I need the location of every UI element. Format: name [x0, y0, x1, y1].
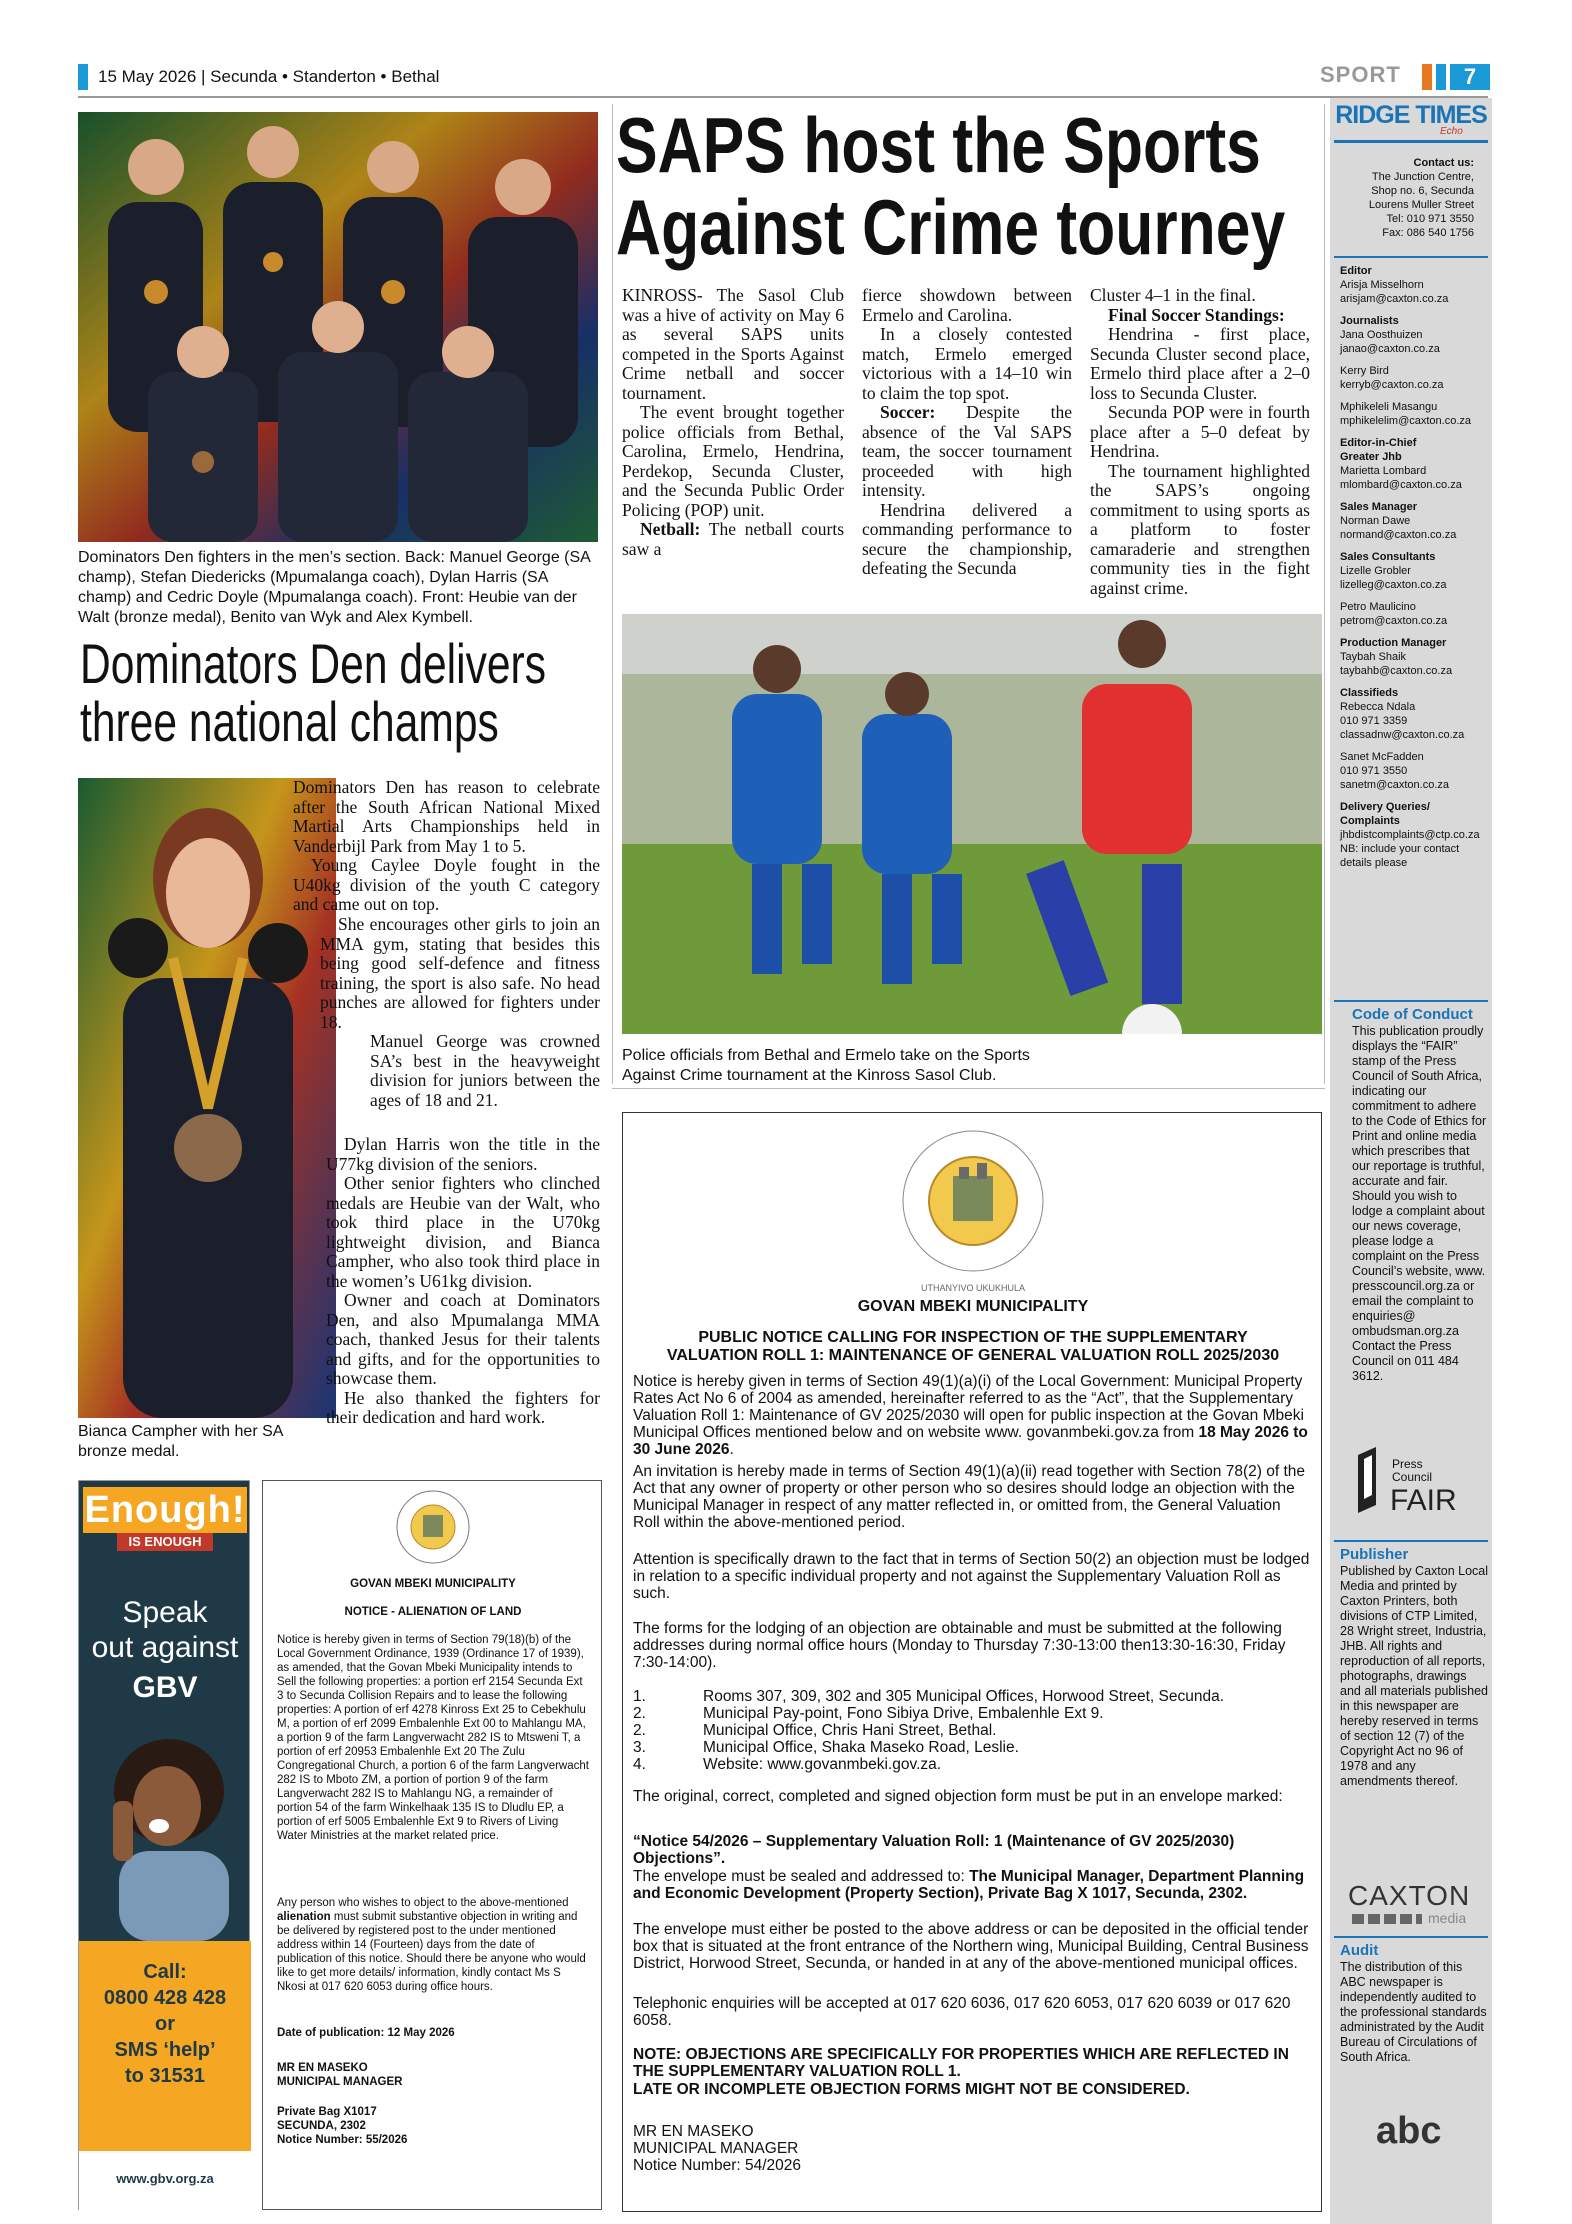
large-notice-title: PUBLIC NOTICE CALLING FOR INSPECTION OF THE SUPPLEMENTARY VALUATION ROLL 1: MAINTENANCE OF GENERAL VALUATION ROLL 2025/2030 [666, 1329, 1280, 1364]
conduct-rule [1334, 1000, 1488, 1002]
gbv-call: Call: [143, 1961, 187, 1983]
staff-line: Norman Dawe [1340, 515, 1411, 527]
soccer-photo [622, 614, 1322, 1034]
left-para-4: Manuel George was crowned SA’s best in the heavyweight division for juniors between the ages of 18 and 21. [370, 1031, 600, 1110]
staff-line: Marietta Lombard [1340, 465, 1427, 477]
staff-editor [1340, 264, 1488, 306]
contact-block [1334, 156, 1474, 240]
left-headline-line1: Dominators Den delivers [80, 632, 546, 695]
small-notice-address2: SECUNDA, 2302 [277, 2120, 366, 2132]
alienation-notice [262, 1480, 602, 2210]
large-notice-signatory: MR EN MASEKO [633, 2123, 754, 2140]
p1-pre: Notice is hereby given in terms of Section 49(1)(a)(i) of the Local Government: Municipal Property Rates Act No 6 of 2004 as amended, hereinafter referred to as the “Act”, that the Supplementary Valuation Roll 1: Maintenance of GV 2025/2030 will open for public inspection at the Govan Mbeki Municipal Offices mentioned below and on website www. govanmbeki.gov.za from [633, 1373, 1304, 1441]
staff-journalists [1340, 314, 1488, 428]
small-notice-date: Date of publication: 12 May 2026 [277, 2027, 455, 2039]
main-headline-line2: Against Crime tourney [616, 183, 1286, 271]
staff-production [1340, 636, 1488, 678]
small-notice-body: Notice is hereby given in terms of Section 79(18)(b) of the Local Government Ordinance, 1939 (Ordinance 17 of 1939), as amended, that the Govan Mbeki Municipality intends to Sell the following properties: a portion erf 2154 Secunda Ext 3 to Secunda Collision Repairs and to lease the following properties: A portion of erf 4278 Kinross Ext 25 to Cebekhulu M, a portion of erf 2099 Embalenhle Ext 00 to Mahlangu MA, a portion 9 of the farm Langverwacht 282 IS to Mtsweni T, a portion of erf 20953 Embalenhle Ext 20 The Zulu Congregational Church, a portion 6 of the farm Langverwacht 282 IS to Mboto ZM, a portion of portion 9 of the farm Langverwacht 282 IS to Mahlangu NG, a remainder of portion 54 of the farm Winkelhaak 135 IS to Dludlu EP, a portion of erf 5005 Embalenhle Ext 9 to Rivers of Living Water Ministries at the market related price. [277, 1634, 589, 1842]
contact-line: Tel: 010 971 3550 [1386, 213, 1474, 225]
staff-line: petrom@caxton.co.za [1340, 615, 1448, 627]
gbv-woman-illustration [89, 1731, 241, 1941]
publisher-head: Publisher [1340, 1546, 1409, 1563]
gbv-speak: Speak [122, 1596, 208, 1629]
standings-label: Final Soccer Standings: [1108, 304, 1285, 325]
staff-line: Mphikeleli Masangu [1340, 401, 1438, 413]
masthead: RIDGE TIMES [1335, 101, 1487, 129]
staff-role: Production Manager [1340, 637, 1447, 649]
section-bar-orange [1422, 64, 1432, 90]
staff-line: NB: include your contact [1340, 843, 1460, 855]
small-body2-pre: Any person who wishes to object to the above-mentioned [277, 1897, 569, 1909]
publisher-rule [1334, 1540, 1488, 1542]
soccer-label: Soccer: [880, 402, 936, 422]
fair-label: FAIR [1390, 1484, 1457, 1517]
staff-line: janao@caxton.co.za [1340, 343, 1440, 355]
main-col3-standings [1090, 306, 1310, 326]
large-notice-p2: An invitation is hereby made in terms of Section 49(1)(a)(ii) read together with Section 78(2) of the Act that any owner of property or other person who so desires should lodge an objection with the Municipal Manager in respect of any matter reflected in, or omitted from, the General Valuation Roll within the above-mentioned period. [633, 1463, 1305, 1531]
left-article-body-lower [326, 1135, 600, 1428]
staff-line: mphikelelim@caxton.co.za [1340, 415, 1471, 427]
small-notice-address1: Private Bag X1017 [277, 2106, 377, 2118]
small-notice-number: Notice Number: 55/2026 [277, 2134, 408, 2146]
gbv-label: GBV [132, 1671, 198, 1704]
office-text: Municipal Office, Shaka Maseko Road, Leslie. [703, 1739, 1019, 1756]
gbv-sms: SMS ‘help’ [114, 2039, 216, 2061]
office-num: 3. [633, 1739, 646, 1756]
main-col1-p3 [622, 520, 844, 559]
small-notice-body2 [277, 1896, 589, 1994]
office-text: Rooms 307, 309, 302 and 305 Municipal Offices, Horwood Street, Secunda. [703, 1688, 1224, 1705]
soccer-photo-caption: Police officials from Bethal and Ermelo take on the Sports Against Crime tournament at the Kinross Sasol Club. [622, 1047, 1030, 1084]
press-council-label: Press Council [1392, 1457, 1433, 1484]
main-col3-p4: The tournament highlighted the SAPS’s ongoing commitment to using sports as a platform to foster camaraderie and strengthen community ties in the fight against crime. [1090, 460, 1310, 598]
staff-line: details please [1340, 857, 1408, 869]
seal-motto: UTHANYIVO UKUKHULA [920, 1283, 1026, 1293]
staff-list [1340, 264, 1488, 870]
large-notice-p9: Telephonic enquiries will be accepted at 017 620 6036, 017 620 6053, 017 620 6039 or 017 620 6058. [633, 1995, 1291, 2029]
netball-text: The netball courts saw a [622, 519, 844, 559]
gbv-enough: Enough! [84, 1489, 246, 1531]
office-num: 2. [633, 1705, 646, 1722]
conduct-head: Code of Conduct [1352, 1006, 1473, 1023]
netball-label: Netball: [640, 519, 701, 539]
staff-classifieds [1340, 686, 1488, 792]
staff-line: kerryb@caxton.co.za [1340, 379, 1444, 391]
staff-line: Taybah Shaik [1340, 651, 1407, 663]
large-notice-p7 [633, 1868, 1311, 1902]
conduct-body: This publication proudly displays the “FAIR” stamp of the Press Council of South Africa, indicating our commitment to adhere to the Code of Ethics for Print and online media which prescribes that our reportage is truthful, accurate and fair. Should you wish to lodge a complaint about our news coverage, please lodge a complaint on the Press Council’s website, www. presscouncil.org.za or email the complaint to enquiries@ ombudsman.org.za Contact the Press Council on 011 484 3612. [1352, 1024, 1487, 1383]
contact-line: Fax: 086 540 1756 [1382, 227, 1474, 239]
large-notice-p1 [633, 1373, 1311, 1458]
staff-role: Classifieds [1340, 687, 1399, 699]
left-article-body [293, 778, 600, 915]
staff-line: lizelleg@caxton.co.za [1340, 579, 1447, 591]
main-headline-line1: SAPS host the Sports [616, 101, 1261, 189]
p1-post: . [729, 1441, 734, 1458]
staff-line: mlombard@caxton.co.za [1340, 479, 1462, 491]
masthead-sub: Echo [1440, 126, 1463, 137]
staff-role: Sales Manager [1340, 501, 1418, 513]
gbv-is-enough: IS ENOUGH [117, 1533, 213, 1551]
gbv-or: or [155, 2013, 175, 2035]
article-bottom-rule [612, 1088, 1325, 1089]
main-col3-p1: Cluster 4–1 in the final. [1090, 285, 1256, 305]
header-date-location: 15 May 2026 | Secunda • Standerton • Bethal [78, 64, 439, 90]
main-col-3 [1090, 286, 1310, 598]
staff-line: Sanet McFadden [1340, 751, 1424, 763]
large-notice-p8: The envelope must either be posted to the above address or can be deposited in the official tender box that is situated at the front entrance of the Northern wing, Municipal Building, Central Business District, Horwood Street, Secunda, or handed in at any of the above-mentioned municipal offices. [633, 1921, 1309, 1972]
contact-line: Lourens Muller Street [1368, 199, 1474, 211]
audit-head: Audit [1340, 1942, 1379, 1959]
press-council-fair-icon [1350, 1445, 1390, 1515]
office-row [633, 1705, 1311, 1722]
main-col3-p3: Secunda POP were in fourth place after a 5–0 defeat by Hendrina. [1090, 402, 1310, 461]
main-headline [616, 101, 1316, 271]
gbv-phone: 0800 428 428 [103, 1987, 227, 2009]
staff-line: 010 971 3550 [1340, 765, 1408, 777]
staff-line: Jana Oosthuizen [1340, 329, 1423, 341]
small-body2-bold: alienation [277, 1911, 331, 1923]
publisher-body: Published by Caxton Local Media and printed by Caxton Printers, both divisions of CTP Limited, 28 Wright street, Industria, JHB. All rights and reproduction of all reports, photographs, drawings and all materials published in this newspaper are hereby reserved in terms of section 12 (7) of the Copyright Act no 96 of 1978 and any amendments thereof. [1340, 1564, 1489, 1788]
contact-head: Contact us: [1413, 157, 1474, 169]
municipality-seal-icon [395, 1489, 471, 1565]
office-num: 2. [633, 1722, 646, 1739]
municipality-seal-large-icon [893, 1121, 1053, 1281]
staff-line: arisjam@caxton.co.za [1340, 293, 1449, 305]
staff-line: jhbdistcomplaints@ctp.co.za [1340, 829, 1480, 841]
staff-sales-manager [1340, 500, 1488, 542]
gbv-website: www.gbv.org.za [116, 2171, 214, 2186]
p1-bold: 18 May 2026 to 30 June 2026 [633, 1424, 1308, 1458]
audit-body: The distribution of this ABC newspaper is independently audited to the professional standards administrated by the Audit Bureau of Circulations of South Africa. [1340, 1960, 1487, 2064]
left-para-5: Dylan Harris won the title in the U77kg division of the seniors. [326, 1134, 600, 1174]
small-notice-signatory: MR EN MASEKO [277, 2062, 368, 2074]
caxton-logo: CAXTON [1348, 1880, 1471, 1911]
valuation-notice [622, 1112, 1322, 2212]
main-col-1 [622, 286, 844, 559]
offices-list [633, 1688, 1311, 1773]
section-label: SPORT [1320, 62, 1401, 87]
small-notice-signatory-title: MUNICIPAL MANAGER [277, 2076, 403, 2088]
office-text: Website: www.govanmbeki.gov.za. [703, 1756, 942, 1773]
main-col1-p2: The event brought together police officials from Bethal, Carolina, Ermelo, Hendrina, Perdekop, Secunda Cluster, and the Secunda Public Order Policing (POP) unit. [622, 402, 844, 520]
left-para-3: She encourages other girls to join an MMA gym, stating that besides this being good self-defence and fitness training, the sport is also safe. No head punches are allowed for fighters under 18. [320, 914, 600, 1032]
fighters-group-photo [78, 112, 598, 542]
contact-line: The Junction Centre, [1371, 171, 1474, 183]
contact-line: Shop no. 6, Secunda [1371, 185, 1474, 197]
small-notice-municipality: GOVAN MBEKI MUNICIPALITY [350, 1578, 516, 1590]
left-para-2: Young Caylee Doyle fought in the U40kg division of the youth C category and came out on top. [293, 855, 600, 914]
main-col2-p1: fierce showdown between Ermelo and Carolina. [862, 285, 1072, 325]
gbv-ad [78, 1480, 250, 2210]
office-text: Municipal Office, Chris Hani Street, Bethal. [703, 1722, 997, 1739]
staff-line: Rebecca Ndala [1340, 701, 1416, 713]
staff-line: Lizelle Grobler [1340, 565, 1411, 577]
main-col2-p4: Hendrina delivered a commanding performance to secure the championship, defeating the Secunda [862, 499, 1072, 578]
left-article-body-wrap [320, 915, 600, 1110]
office-row [633, 1739, 1311, 1756]
main-col2-p3 [862, 403, 1072, 501]
left-para-7: Owner and coach at Dominators Den, and also Mpumalanga MMA coach, thanked Jesus for their talents and gifts, and for the opportunities to showcase them. [326, 1290, 600, 1388]
small-notice-title: NOTICE - ALIENATION OF LAND [344, 1606, 522, 1618]
left-para-8: He also thanked the fighters for their dedication and hard work. [326, 1387, 600, 1427]
gbv-out-against: out against [91, 1631, 239, 1664]
fighters-photo-caption: Dominators Den fighters in the men’s section. Back: Manuel George (SA champ), Stefan Diedericks (Mpumalanga coach), Dylan Harris (SA champ) and Cedric Doyle (Mpumalanga coach). Front: Heubie van der Walt (bronze medal), Benito van Wyk and Alex Kymbell. [78, 549, 590, 626]
caxton-media: media [1428, 1910, 1467, 1926]
staff-delivery [1340, 800, 1488, 870]
large-notice-p5: The original, correct, completed and signed objection form must be put in an envelope marked: [633, 1788, 1283, 1805]
office-text: Municipal Pay-point, Fono Sibiya Drive, Embalenhle Ext 9. [703, 1705, 1104, 1722]
soccer-text: Despite the absence of the Val SAPS team, the soccer tournament proceeded with high intensity. [862, 402, 1072, 500]
staff-eic [1340, 436, 1488, 492]
main-col1-p1: KINROSS- The Sasol Club was a hive of activity on May 6 as several SAPS units competed in the Sports Against Crime netball and soccer tournament. [622, 285, 844, 403]
staff-line: 010 971 3359 [1340, 715, 1408, 727]
staff-role: Editor [1340, 265, 1372, 277]
staff-line: normand@caxton.co.za [1340, 529, 1457, 541]
section-bar-blue [1436, 64, 1446, 90]
gbv-sms-to: to 31531 [124, 2065, 206, 2087]
large-notice-p6: “Notice 54/2026 – Supplementary Valuation Roll: 1 (Maintenance of GV 2025/2030) Objections”. [633, 1833, 1235, 1867]
staff-sales-consultants [1340, 550, 1488, 628]
office-row [633, 1688, 1311, 1705]
caxton-bars [1352, 1914, 1422, 1924]
audit-rule [1334, 1936, 1488, 1938]
p7-pre: The envelope must be sealed and addressed to: [633, 1868, 970, 1885]
staff-line: taybahb@caxton.co.za [1340, 665, 1453, 677]
large-notice-municipality: GOVAN MBEKI MUNICIPALITY [857, 1298, 1089, 1315]
large-notice-p4: The forms for the lodging of an objection are obtainable and must be submitted at the following addresses during normal office hours (Monday to Thursday 7:30-13:00 then13:30-16:30, Friday 7:30-14:00). [633, 1620, 1286, 1671]
staff-line: Petro Maulicino [1340, 601, 1416, 613]
staff-role: Editor-in-Chief Greater Jhb [1340, 437, 1417, 463]
staff-role: Sales Consultants [1340, 551, 1436, 563]
left-para-6: Other senior fighters who clinched medals are Heubie van der Walt, who took third place in the U70kg lightweight division, and Bianca Campher, who also took third place in the women’s U61kg division. [326, 1173, 600, 1291]
small-body2-post: must submit substantive objection in writing and be delivered by registered post to the under mentioned address within 14 (Fourteen) days from the date of publication of this notice. Should there be anyone who would like to get more details/ information, kindly contact Ms S Nkosi at 017 620 6053 during office hours. [277, 1911, 586, 1993]
office-row [633, 1756, 1311, 1773]
column-rule-right [1324, 104, 1325, 1084]
page-number: 7 [1450, 64, 1490, 90]
staff-role: Journalists [1340, 315, 1399, 327]
abc-logo: abc [1376, 2110, 1442, 2152]
staff-role: Delivery Queries/ Complaints [1340, 801, 1430, 827]
left-para-1: Dominators Den has reason to celebrate after the South African National Mixed Martial Arts Championships held in Vanderbijl Park from May 1 to 5. [293, 777, 600, 856]
header-rule [78, 96, 1488, 98]
main-col3-p2: Hendrina - first place, Secunda Cluster second place, Ermelo third place after a 2–0 loss to Secunda Cluster. [1090, 324, 1310, 403]
large-notice-signatory-title: MUNICIPAL MANAGER [633, 2140, 799, 2157]
large-notice-p10: NOTE: OBJECTIONS ARE SPECIFICALLY FOR PROPERTIES WHICH ARE REFLECTED IN THE SUPPLEMENTARY VALUATION ROLL 1. [633, 2046, 1289, 2080]
staff-line: Kerry Bird [1340, 365, 1389, 377]
staff-line: sanetm@caxton.co.za [1340, 779, 1449, 791]
column-rule [612, 104, 613, 1084]
office-row [633, 1722, 1311, 1739]
contact-rule [1334, 256, 1488, 258]
staff-line: classadnw@caxton.co.za [1340, 729, 1465, 741]
masthead-rule [1334, 140, 1488, 143]
main-col2-p2: In a closely contested match, Ermelo emerged victorious with a 14–10 win to claim the top spot. [862, 324, 1072, 403]
office-num: 1. [633, 1688, 646, 1705]
staff-line: Arisja Misselhorn [1340, 279, 1424, 291]
portrait-caption: Bianca Campher with her SA bronze medal. [78, 1423, 283, 1460]
large-notice-p11: LATE OR INCOMPLETE OBJECTION FORMS MIGHT NOT BE CONSIDERED. [633, 2081, 1190, 2098]
office-num: 4. [633, 1756, 646, 1773]
large-notice-number: Notice Number: 54/2026 [633, 2157, 802, 2174]
left-headline-line2: three national champs [80, 690, 499, 753]
left-headline [80, 632, 600, 753]
main-col-2 [862, 286, 1072, 579]
p7-bold: The Municipal Manager, Department Planning and Economic Development (Property Section), Private Bag X 1017, Secunda, 2302. [633, 1868, 1305, 1902]
large-notice-p3: Attention is specifically drawn to the fact that in terms of Section 50(2) an objection must be lodged in relation to a specific individual property and not against the Supplementary Valuation Roll as such. [633, 1551, 1310, 1602]
